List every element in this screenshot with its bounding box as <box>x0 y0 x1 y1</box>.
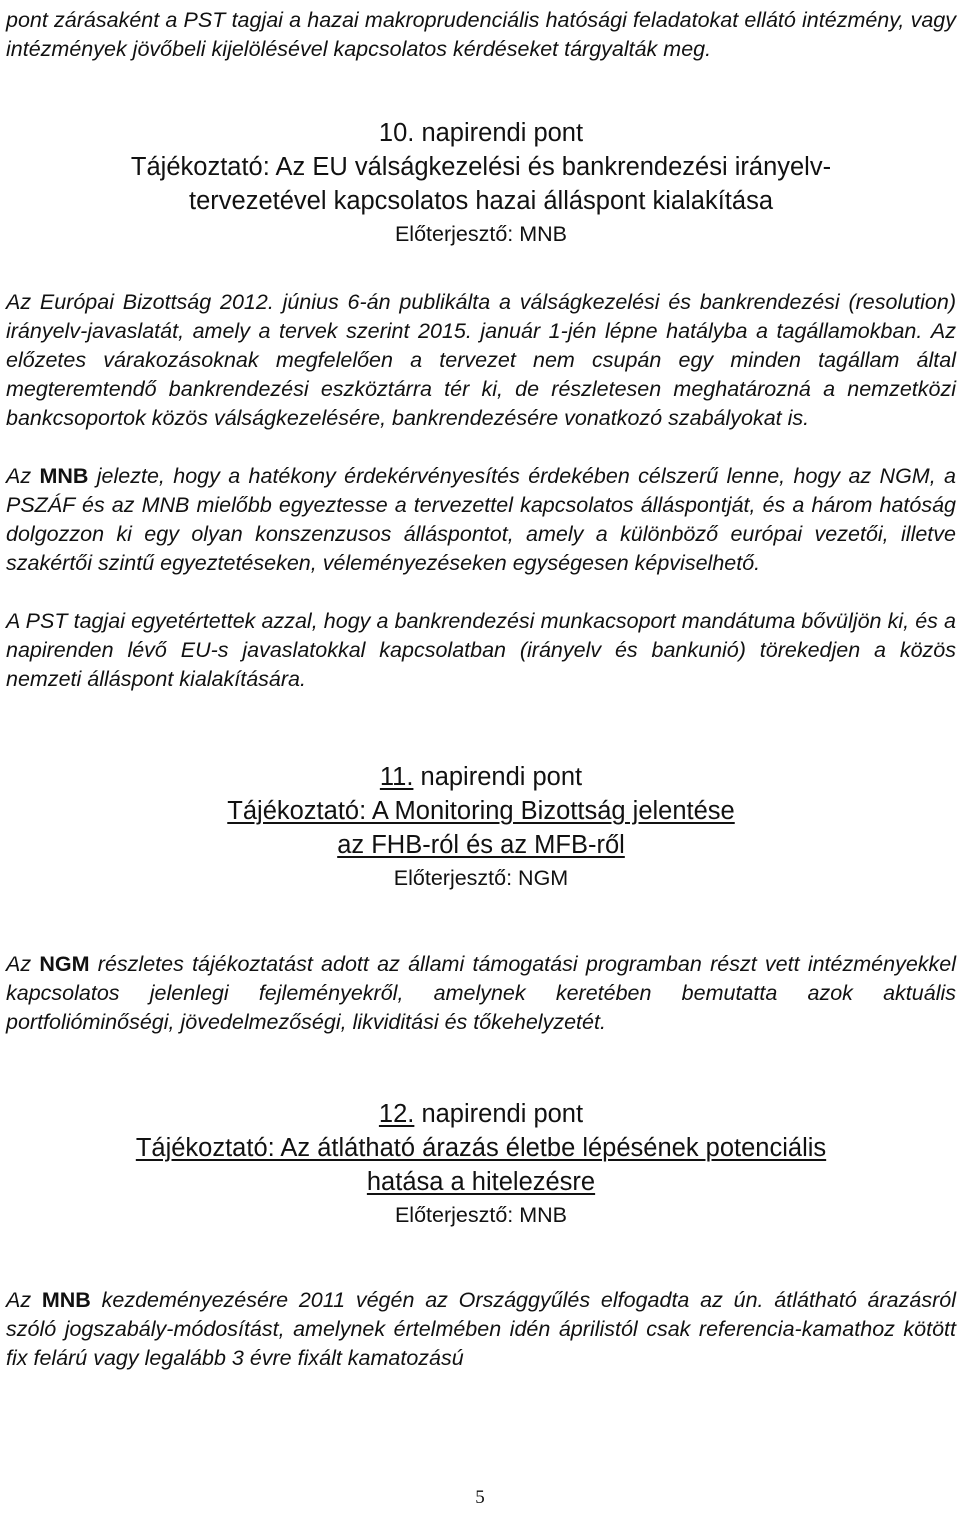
section-11-number-prefix: 11. <box>379 763 414 791</box>
section-11-title-line1 <box>6 794 956 828</box>
section-10-title-line2: tervezetével kapcsolatos hazai álláspont kialakítása <box>189 187 773 215</box>
section-10-title-line1: Tájékoztató: Az EU válságkezelési és bankrendezési irányelv- <box>130 153 832 181</box>
section-11-paragraph-1 <box>6 950 956 1037</box>
section-11-heading <box>6 760 956 862</box>
section-10-p2-bold: MNB <box>39 464 89 488</box>
section-12 <box>6 1097 956 1373</box>
section-12-number-suffix: napirendi pont <box>414 1100 584 1128</box>
section-12-p1-rest: kezdeményezésére 2011 végén az Országgyűlés elfogadta az ún. átlátható árazásról szóló jogszabály-módosítást, amelynek értelmében idén áprilistól csak referencia-kamathoz kötött fix felárú vagy legalább 3 évre fixált kamatozású <box>6 1288 956 1370</box>
section-12-title-line2 <box>6 1165 956 1199</box>
section-12-heading <box>6 1097 956 1199</box>
section-12-paragraph-1 <box>6 1286 956 1373</box>
section-12-number-prefix: 12. <box>378 1100 415 1128</box>
section-12-title-line2-text: hatása a hitelezésre <box>366 1168 596 1196</box>
section-12-title-line1-text: Tájékoztató: Az átlátható árazás életbe lépésének potenciális <box>135 1134 827 1162</box>
section-10-paragraph-3: A PST tagjai egyetértettek azzal, hogy a bankrendezési munkacsoport mandátuma bővüljön ki, és a napirenden lévő EU-s javaslatokkal kapcsolatban (irányelv és bankunió) törekedjen a közös nemzeti álláspont kialakítására. <box>6 609 956 691</box>
section-12-p1-start: Az <box>6 1288 32 1312</box>
section-12-title-line1 <box>6 1131 956 1165</box>
section-11-presenter: Előterjesztő: NGM <box>393 866 569 890</box>
section-11-number <box>6 760 956 794</box>
section-10-p1-italic: Az Európai Bizottság 2012. június 6-án publikálta a válságkezelési és bankrendezési (resolution) irányelv-javaslatát, amely a tervek szerint 2015. január 1-jén lépne hatályba a tagállamokban. <box>6 290 956 343</box>
intro-paragraph: pont zárásaként a PST tagjai a hazai makroprudenciális hatósági feladatokat ellátó intézmény, vagy intézmények jövőbeli kijelölésével kapcsolatos kérdéseket tárgyalták meg. <box>6 8 956 61</box>
document-page <box>6 6 956 1373</box>
section-11-title-line1-text: Tájékoztató: A Monitoring Bizottság jelentése <box>227 797 735 825</box>
section-11-title-line2-text: az FHB-ról és az MFB-ről <box>337 831 625 859</box>
page-number: 5 <box>475 1487 485 1508</box>
section-11-p1-start: Az <box>6 952 32 976</box>
section-10-paragraph-1 <box>6 288 956 433</box>
section-10-presenter: Előterjesztő: MNB <box>394 222 568 246</box>
section-10-heading <box>6 116 956 218</box>
section-10-number: 10. napirendi pont <box>378 119 584 147</box>
section-12-presenter: Előterjesztő: MNB <box>394 1203 568 1227</box>
section-12-p1-bold: MNB <box>41 1288 91 1312</box>
section-10-p2-rest: jelezte, hogy a hatékony érdekérvényesítés érdekében célszerű lenne, hogy az NGM, a PSZÁF és az MNB mielőbb egyeztesse a tervezettel kapcsolatos álláspontját, és a három hatóság dolgozzon ki egy olyan konszenzusos álláspontot, amely a különböző európai vezetői, illetve szakértői szintű egyeztetéseken, véleményezéseken egységesen képviselhető. <box>6 464 956 575</box>
section-11-p1-bold: NGM <box>39 952 90 976</box>
section-11-title-line2 <box>6 828 956 862</box>
section-10 <box>6 116 956 694</box>
section-10-p2-start: Az <box>6 464 32 488</box>
section-11 <box>6 760 956 1037</box>
section-12-number <box>6 1097 956 1131</box>
section-11-number-suffix: napirendi pont <box>413 763 583 791</box>
section-11-p1-rest: részletes tájékoztatást adott az állami támogatási programban részt vett intézményekkel kapcsolatos jelenlegi fejleményekről, amelynek keretében bemutatta azok aktuális portfolióminőségi, jövedelmezőségi, likviditási és tőkehelyzetét. <box>6 952 957 1034</box>
section-10-paragraph-2 <box>6 462 956 578</box>
section-10-p1-rest: Az előzetes várakozásoknak megfelelően a tervezet nem csupán egy minden tagállam által megteremtendő bankrendezési eszköztárra tér ki, de részletesen meghatározná a nemzetközi bankcsoportok közös válságkezelésére, bankrendezésére vonatkozó szabályokat is. <box>6 319 956 430</box>
